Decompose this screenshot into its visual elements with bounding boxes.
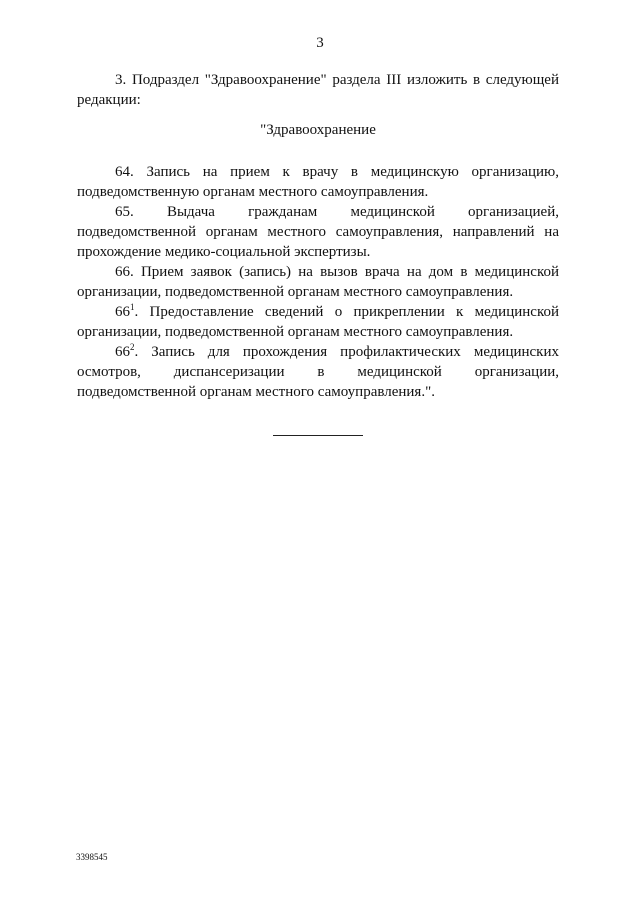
- document-id: 3398545: [76, 852, 108, 862]
- item-text: Запись для прохождения профилактических медицинских осмотров, диспансеризации в медицинской организации, подведомственной органам местного самоуправления.".: [77, 344, 559, 400]
- document-body: [77, 70, 559, 402]
- list-item: $66^2$. Запись для прохождения профилактических медицинских осмотров, диспансеризации в медицинской организации, подведомственной органам местного самоуправления.".: [77, 342, 559, 400]
- list-item: $66^1$. Предоставление сведений о прикреплении к медицинской организации, подведомственной органам местного самоуправления.: [77, 302, 559, 340]
- list-item: 65. Выдача гражданам медицинской организацией, подведомственной органам местного самоуправления, направлений на прохождение медико-социальной экспертизы.: [77, 204, 559, 260]
- item-superscript: 1: [130, 302, 135, 312]
- item-superscript: 2: [130, 342, 135, 352]
- item-text: Предоставление сведений о прикреплении к медицинской организации, подведомственной органам местного самоуправления.: [77, 304, 559, 340]
- intro-paragraph: 3. Подраздел "Здравоохранение" раздела III изложить в следующей редакции:: [77, 72, 559, 108]
- page-number: 3: [316, 35, 324, 51]
- item-number: 66: [115, 304, 130, 320]
- item-number: 66: [115, 344, 130, 360]
- list-item: 64. Запись на прием к врачу в медицинскую организацию, подведомственную органам местного самоуправления.: [77, 164, 560, 200]
- item-text: Выдача гражданам медицинской организацией, подведомственной органам местного самоуправления, направлений на прохождение медико-социальной экспертизы.: [77, 204, 559, 260]
- list-item: 66. Прием заявок (запись) на вызов врача на дом в медицинской организации, подведомственной органам местного самоуправления.: [77, 264, 560, 300]
- separator-line: [273, 435, 363, 436]
- item-number: 65: [115, 204, 130, 220]
- item-number: 66: [115, 264, 130, 280]
- section-heading: "Здравоохранение: [260, 122, 376, 138]
- item-text: Прием заявок (запись) на вызов врача на дом в медицинской организации, подведомственной органам местного самоуправления.: [77, 264, 560, 300]
- item-number: 64: [115, 164, 130, 180]
- item-text: Запись на прием к врачу в медицинскую организацию, подведомственную органам местного самоуправления.: [77, 164, 560, 200]
